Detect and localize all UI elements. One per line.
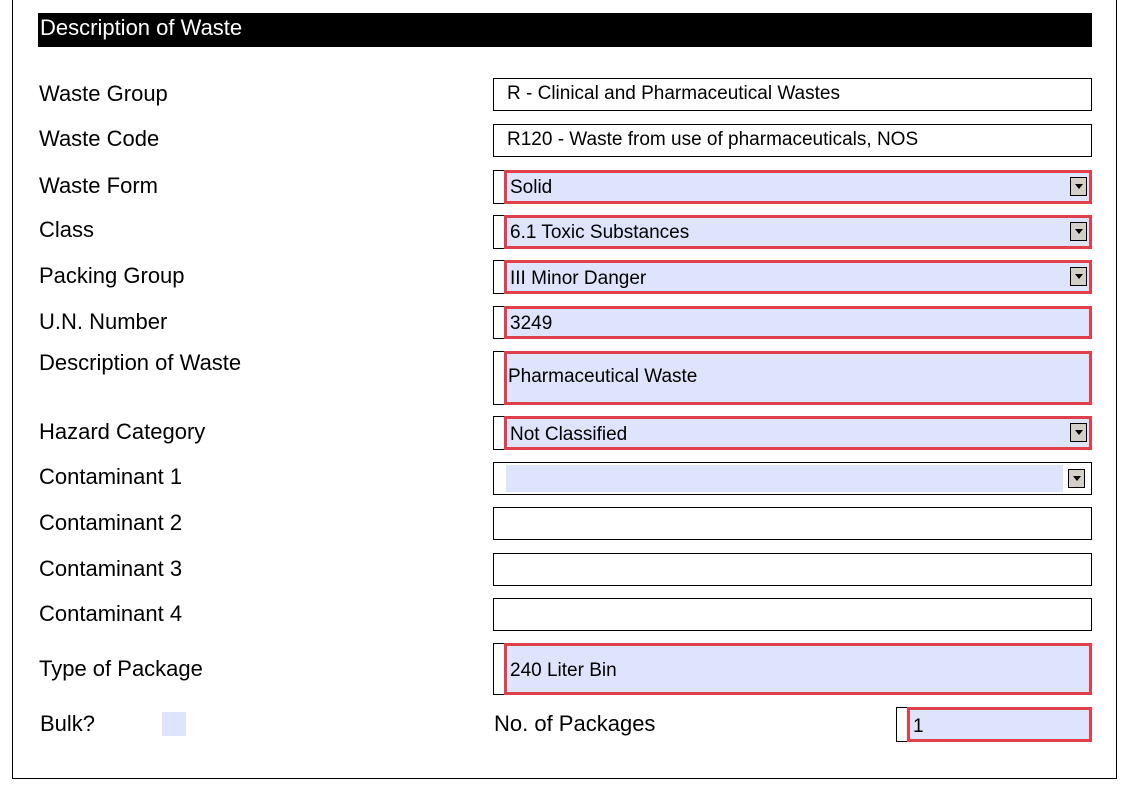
chevron-down-icon[interactable] — [1070, 423, 1087, 442]
bulk-label: Bulk? — [40, 711, 96, 736]
hazard-category-label: Hazard Category — [39, 419, 206, 444]
waste-form-select-inner[interactable] — [504, 170, 1092, 204]
un-number-value: 3249 — [510, 313, 553, 334]
bulk-checkbox[interactable] — [162, 712, 186, 736]
class-label: Class — [39, 217, 95, 242]
waste-code-field[interactable] — [493, 124, 1092, 157]
hazard-category-select-inner[interactable] — [504, 416, 1092, 450]
chevron-down-icon[interactable] — [1070, 222, 1087, 241]
un-number-input[interactable] — [493, 306, 1092, 339]
no-of-packages-label: No. of Packages — [494, 711, 656, 736]
un-number-input-inner[interactable] — [504, 306, 1092, 339]
type-of-package-value: 240 Liter Bin — [510, 660, 617, 681]
type-of-package-input[interactable] — [493, 643, 1092, 695]
contaminant-3-input[interactable] — [493, 553, 1092, 586]
packing-group-select-inner[interactable] — [504, 260, 1092, 294]
contaminant-3-label: Contaminant 3 — [39, 556, 183, 581]
contaminant-2-input[interactable] — [493, 507, 1092, 540]
waste-form-label: Waste Form — [39, 173, 158, 198]
packing-group-select[interactable] — [493, 260, 1092, 294]
contaminant-1-select-inner[interactable] — [506, 465, 1063, 492]
chevron-down-icon[interactable] — [1070, 177, 1087, 196]
no-of-packages-input-inner[interactable] — [907, 707, 1092, 742]
contaminant-2-label: Contaminant 2 — [39, 510, 183, 535]
description-textarea-inner[interactable] — [504, 351, 1092, 405]
waste-group-label: Waste Group — [39, 81, 168, 106]
section-header: Description of Waste — [38, 13, 1092, 47]
chevron-down-icon[interactable] — [1070, 267, 1087, 286]
hazard-category-value: Not Classified — [510, 424, 628, 445]
waste-code-value: R120 - Waste from use of pharmaceuticals, NOS — [507, 129, 919, 150]
class-select-inner[interactable] — [504, 215, 1092, 249]
contaminant-4-label: Contaminant 4 — [39, 601, 183, 626]
description-textarea[interactable] — [493, 351, 1092, 405]
contaminant-1-select[interactable] — [493, 462, 1092, 495]
packing-group-label: Packing Group — [39, 263, 185, 288]
description-label: Description of Waste — [39, 350, 242, 375]
no-of-packages-value: 1 — [913, 716, 924, 737]
waste-form-value: Solid — [510, 177, 553, 198]
no-of-packages-input[interactable] — [896, 707, 1092, 742]
waste-code-label: Waste Code — [39, 126, 160, 151]
waste-group-field[interactable] — [493, 78, 1092, 111]
chevron-down-icon[interactable] — [1068, 469, 1085, 488]
packing-group-value: III Minor Danger — [510, 268, 647, 289]
waste-group-value: R - Clinical and Pharmaceutical Wastes — [507, 83, 840, 104]
contaminant-1-label: Contaminant 1 — [39, 464, 183, 489]
contaminant-4-input[interactable] — [493, 598, 1092, 631]
type-of-package-input-inner[interactable] — [504, 643, 1092, 695]
class-select[interactable] — [493, 215, 1092, 249]
class-value: 6.1 Toxic Substances — [510, 222, 690, 243]
un-number-label: U.N. Number — [39, 309, 168, 334]
waste-form-select[interactable] — [493, 170, 1092, 204]
description-value: Pharmaceutical Waste — [508, 366, 698, 387]
hazard-category-select[interactable] — [493, 416, 1092, 450]
type-of-package-label: Type of Package — [39, 656, 203, 681]
